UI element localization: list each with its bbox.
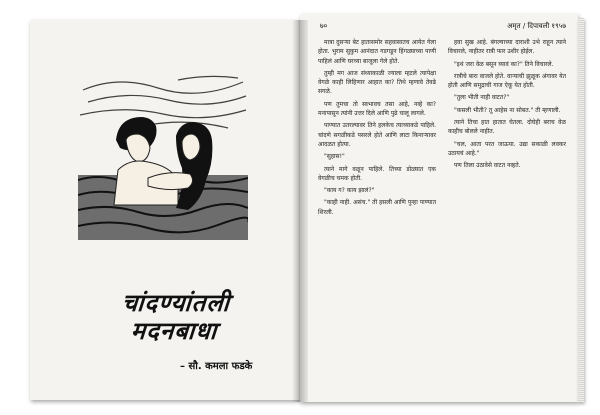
paragraph: पाण्यात उतरल्यावर तिने हलकेच त्याच्याकडे पाहिले. चांदणे सगळीकडे पसरले होते आणि लाटा किनाऱ्यावर आदळत होत्या. xyxy=(318,122,436,148)
story-title xyxy=(68,290,282,345)
title-line-1: चांदण्यांतली xyxy=(121,289,231,317)
paragraph: "काही नाही. असंच." ती हसली आणि पुन्हा पाण्यात शिरली. xyxy=(318,199,436,216)
paragraph: "काय ग? काय झालं?" xyxy=(324,187,375,195)
paragraph: मात्रा दुसऱ्या बेट हातासमोर सहवासातच आयेत गेला होता. भुराम सुकुम आनंदात गडगडून हिंगळ्याच्या पाणी पाहिलं आणि घरच्या बाजूला गेले होते. xyxy=(318,39,436,65)
text-column-1 xyxy=(318,38,436,394)
title-line-2: मदनबाधा xyxy=(129,316,219,345)
paragraph: हवा सुख आहे. बंगल्याच्या दाराशी उभे राहून त्याने विचारले, नाहीतर रात्री फार उशीर होईल. xyxy=(448,39,566,56)
page-edges xyxy=(578,18,584,402)
text-column-2 xyxy=(448,38,566,394)
paragraph: "इथं जरा वेळ बसून घ्यावं का?" तिने विचारले. xyxy=(454,60,554,68)
paragraph: "तुला भीती नाही वाटत?" xyxy=(454,94,510,102)
running-head: अमृत / दिपावली १९५७ xyxy=(507,22,566,30)
text-columns xyxy=(318,38,566,394)
paragraph: त्याने मागे वळून पाहिले. तिच्या डोळ्यात एक वेगळीच चमक होती. xyxy=(318,165,436,182)
paragraph: "चल, आता परत जाऊया. उद्या सकाळी लवकर उठायचं आहे." xyxy=(448,140,566,157)
page-header xyxy=(320,22,566,34)
paragraph: "कसली भीती? तू आहेस ना सोबत." ती म्हणाली. xyxy=(454,106,561,114)
couple-in-water-illustration xyxy=(78,70,248,240)
paragraph: पण तिला उठावेसे वाटत नव्हते. xyxy=(454,162,521,170)
paragraph: तुम्ही मग आज संध्याकाळी ज्याला म्हटले त्यापेक्षा वेगळे काही लिहिणार आहात का? तिथे म्हणावे तेवढे सगळे. xyxy=(318,69,436,96)
paragraph: "सुहास!" xyxy=(324,153,345,161)
author-byline: – सौ. कमला फडके xyxy=(180,361,253,372)
magazine-spread xyxy=(30,14,578,404)
left-page xyxy=(30,20,300,400)
right-page xyxy=(300,14,578,402)
page-number: ७० xyxy=(320,22,328,30)
book-gutter xyxy=(292,20,308,402)
paragraph: त्याने तिचा हात हातात घेतला. दोघेही बराच वेळ काहीच बोलले नाहीत. xyxy=(448,119,566,136)
paragraph: पण तुमचा तो स्वभावच तसा आहे, नव्हे का? मनापासून त्यांनी उत्तर दिले आणि पुढे चालू लागले. xyxy=(318,100,436,118)
paragraph: रात्रीचे बारा वाजले होते. वाऱ्याची झुळूक अंगावर येत होती आणि समुद्राची गाज ऐकू येत होती. xyxy=(448,72,566,90)
